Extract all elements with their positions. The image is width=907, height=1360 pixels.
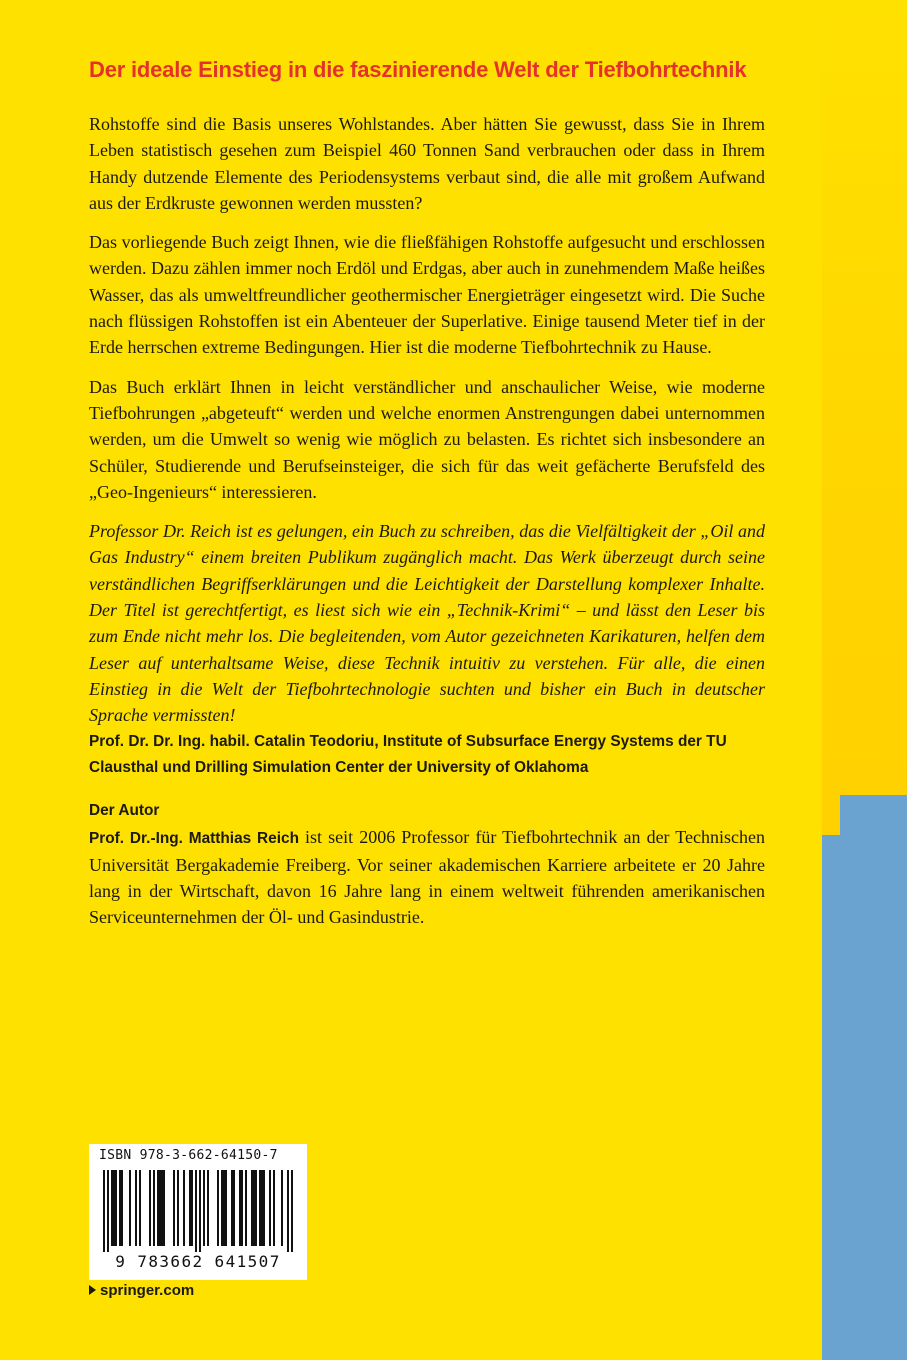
barcode-bar bbox=[221, 1170, 223, 1246]
publisher-link[interactable] bbox=[89, 1282, 194, 1299]
barcode-digits: 9 783662 641507 bbox=[115, 1252, 281, 1271]
barcode-bar bbox=[161, 1170, 163, 1246]
barcode-bar bbox=[189, 1170, 191, 1246]
barcode-bar bbox=[291, 1170, 293, 1252]
paragraph-audience: Das Buch erklärt Ihnen in leicht verständlicher und anschaulicher Weise, wie moderne Tiefbohrungen „abgeteuft“ werden und welche enormen Anstrengungen dabei unternommen werden, um die Umwelt so wenig wie möglich zu belasten. Es richtet sich insbesondere an Schüler, Studierende und Berufseinsteiger, die sich für das weit gefächerte Berufsfeld des „Geo-Ingenieurs“ interessieren. bbox=[89, 376, 765, 502]
back-cover-text bbox=[89, 55, 765, 944]
barcode-bar bbox=[195, 1170, 197, 1252]
barcode-bar bbox=[261, 1170, 263, 1246]
barcode-bar bbox=[253, 1170, 255, 1246]
spine-blue-notch bbox=[822, 835, 852, 1360]
barcode-bar bbox=[183, 1170, 185, 1246]
barcode-bar bbox=[259, 1170, 261, 1246]
barcode-bar bbox=[281, 1170, 283, 1246]
barcode-bar bbox=[103, 1170, 105, 1252]
barcode-bar bbox=[107, 1170, 109, 1252]
author-name: Prof. Dr.-Ing. Matthias Reich bbox=[89, 829, 299, 847]
isbn-barcode bbox=[89, 1144, 307, 1280]
barcode-bar bbox=[139, 1170, 141, 1246]
barcode-bar bbox=[129, 1170, 131, 1246]
author-bio bbox=[89, 824, 765, 931]
author-heading: Der Autor bbox=[89, 801, 160, 819]
barcode-bar bbox=[273, 1170, 275, 1246]
barcode-bar bbox=[255, 1170, 257, 1246]
review-attribution: Prof. Dr. Dr. Ing. habil. Catalin Teodoriu, Institute of Subsurface Energy Systems der TU Clausthal und Drilling Simulation Center der University of Oklahoma bbox=[89, 732, 727, 776]
author-bio-text: ist seit 2006 Professor für Tiefbohrtechnik an der Technischen Universität Bergakademie Freiberg. Vor seiner akademischen Karriere arbeitete er 20 Jahre lang in der Wirtschaft, davon 16 Jahre lang in einem weltweit führenden amerikanischen Serviceunternehmen der Öl- und Gasindustrie. bbox=[89, 826, 765, 928]
barcode-bar bbox=[157, 1170, 159, 1246]
barcode-bar bbox=[119, 1170, 121, 1246]
barcode-bar bbox=[241, 1170, 243, 1246]
barcode-bar bbox=[287, 1170, 289, 1252]
barcode-bar bbox=[233, 1170, 235, 1246]
barcode-bars bbox=[93, 1170, 303, 1252]
barcode-bar bbox=[135, 1170, 137, 1246]
review-quote: Professor Dr. Reich ist es gelungen, ein Buch zu schreiben, das die Vielfältigkeit der „Oil and Gas Industry“ einem breiten Publikum zugänglich macht. Das Werk überzeugt durch seine verständlichen Begriffserklärungen und die Leichtigkeit der Darstellung komplexer Inhalte. Der Titel ist gerechtfertigt, es liest sich wie ein „Technik-Krimi“ – und lässt den Leser bis zum Ende nicht mehr los. Die begleitenden, vom Autor gezeichneten Karikaturen, helfen dem Leser auf unterhaltsame Weise, diese Technik intuitiv zu verstehen. Für alle, die einen Einstieg in die Welt der Tiefbohrtechnologie suchten und bisher ein Buch in deutscher Sprache vermissten! bbox=[89, 521, 765, 726]
barcode-bar bbox=[263, 1170, 265, 1246]
barcode-bar bbox=[113, 1170, 115, 1246]
isbn-label: ISBN 978-3-662-64150-7 bbox=[99, 1148, 278, 1163]
barcode-bar bbox=[153, 1170, 155, 1246]
barcode-bar bbox=[217, 1170, 219, 1246]
barcode-bar bbox=[173, 1170, 175, 1246]
barcode-bar bbox=[269, 1170, 271, 1246]
barcode-bar bbox=[149, 1170, 151, 1246]
barcode-bar bbox=[245, 1170, 247, 1246]
publisher-url: springer.com bbox=[100, 1282, 195, 1299]
barcode-bar bbox=[203, 1170, 205, 1246]
barcode-bar bbox=[111, 1170, 113, 1246]
barcode-bar bbox=[177, 1170, 179, 1246]
paragraph-book-summary: Das vorliegende Buch zeigt Ihnen, wie die fließfähigen Rohstoffe aufgesucht und erschlossen werden. Dazu zählen immer noch Erdöl und Erdgas, aber auch in zunehmendem Maße heißes Wasser, das als umweltfreundlicher geothermischer Energieträger eingesetzt wird. Die Suche nach flüssigen Rohstoffen ist ein Abenteuer der Superlative. Einige tausend Meter tief in der Erde herrschen extreme Bedingungen. Hier ist die moderne Tiefbohrtechnik zu Hause. bbox=[89, 232, 765, 358]
barcode-bar bbox=[121, 1170, 123, 1246]
barcode-bar bbox=[251, 1170, 253, 1246]
barcode-bar bbox=[191, 1170, 193, 1246]
barcode-bar bbox=[239, 1170, 241, 1246]
paragraph-intro: Rohstoffe sind die Basis unseres Wohlstandes. Aber hätten Sie gewusst, dass Sie in Ihrem Leben statistisch gesehen zum Beispiel 460 Tonnen Sand verbrauchen oder dass in Ihrem Handy dutzende Elemente des Periodensystems verbaut sind, die alle mit großem Aufwand aus der Erdkruste gewonnen werden mussten? bbox=[89, 114, 765, 213]
barcode-bar bbox=[159, 1170, 161, 1246]
barcode-bar bbox=[225, 1170, 227, 1246]
barcode-bar bbox=[231, 1170, 233, 1246]
barcode-bar bbox=[199, 1170, 201, 1252]
barcode-bar bbox=[163, 1170, 165, 1246]
arrow-right-icon bbox=[89, 1285, 96, 1295]
headline: Der ideale Einstieg in die faszinierende Welt der Tiefbohrtechnik bbox=[89, 57, 747, 82]
barcode-bar bbox=[207, 1170, 209, 1246]
barcode-bar bbox=[223, 1170, 225, 1246]
barcode-bar bbox=[115, 1170, 117, 1246]
